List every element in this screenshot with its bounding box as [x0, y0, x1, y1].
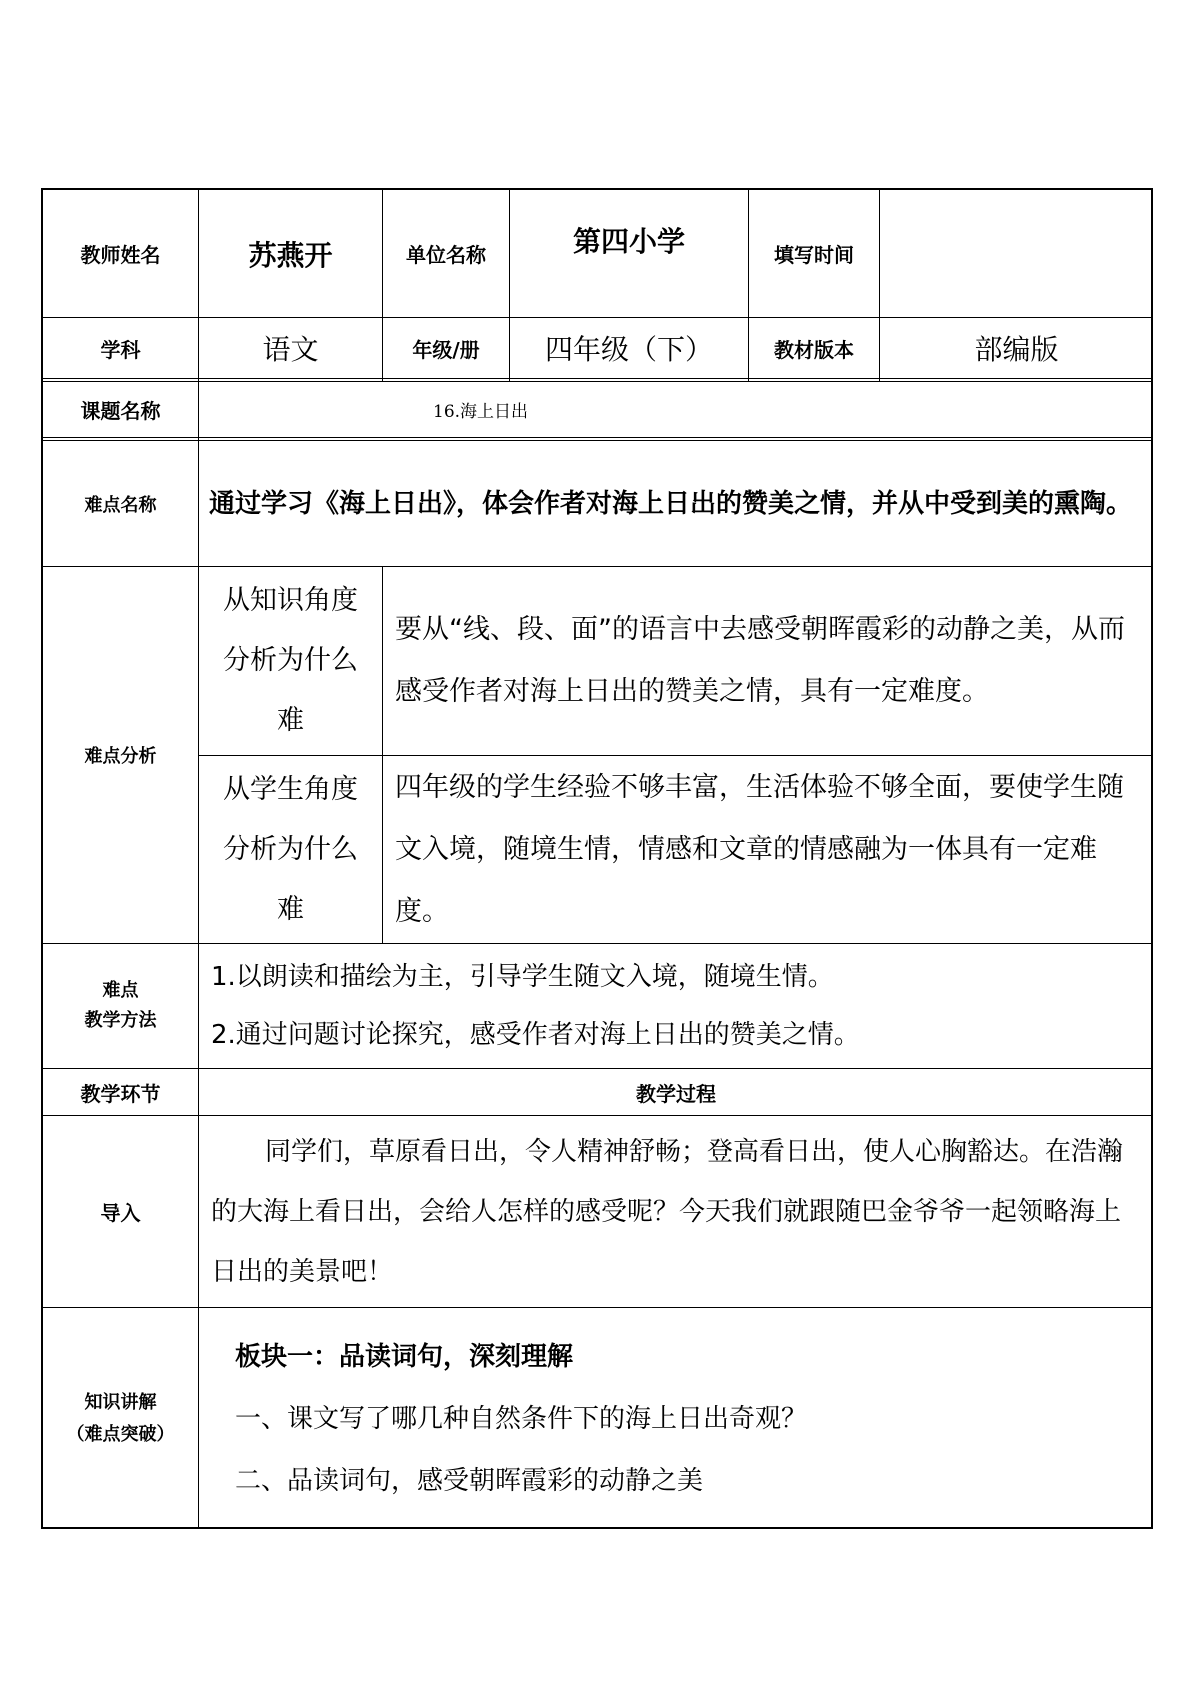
- knowledge-angle-line: 分析为什么: [223, 645, 358, 676]
- knowledge-cell: [199, 1308, 1153, 1529]
- student-angle-line: 分析为什么: [223, 833, 358, 865]
- date-value: [880, 190, 1153, 317]
- edition-label: 教材版本: [774, 337, 854, 362]
- edition-value: 部编版: [974, 333, 1059, 366]
- method-item: 2.通过问题讨论探究，感受作者对海上日出的赞美之情。: [211, 1020, 860, 1050]
- process-left-header: 教学环节: [80, 1081, 161, 1106]
- teacher-name: 苏燕开: [248, 238, 333, 272]
- student-angle-label: [199, 756, 382, 943]
- method-label: [43, 944, 198, 1068]
- intro-cell: [199, 1116, 1153, 1307]
- topic-label: 课题名称: [80, 399, 161, 423]
- topic-value: 16.海上日出: [433, 402, 529, 422]
- knowledge-angle-label: [199, 567, 382, 755]
- unit-name: 第四小学: [572, 225, 685, 258]
- method-label-line: 难点: [102, 980, 139, 1001]
- intro-label: 导入: [100, 1201, 141, 1225]
- unit-label: 单位名称: [406, 243, 486, 267]
- lesson-plan-table: [41, 188, 1153, 1529]
- method-label-line: 教学方法: [84, 1010, 157, 1031]
- difficulty-label: 难点名称: [84, 494, 157, 516]
- intro-text: 同学们，草原看日出，令人精神舒畅；登高看日出，使人心胸豁达。在浩瀚的大海上看日出，会给人怎样的感受呢？今天我们就跟随巴金爷爷一起领略海上日出的美景吧！: [211, 1136, 1124, 1287]
- analysis-label: 难点分析: [84, 746, 157, 767]
- knowledge-item: 一、课文写了哪几种自然条件下的海上日出奇观？: [235, 1403, 808, 1434]
- student-angle-text: 四年级的学生经验不够丰富，生活体验不够全面，要使学生随文入境，随境生情，情感和文章的情感融为一体具有一定难度。: [395, 771, 1124, 927]
- student-angle-line: 从学生角度: [223, 773, 358, 805]
- method-item: 1.以朗读和描绘为主，引导学生随文入境，随境生情。: [211, 962, 834, 992]
- process-right-header: 教学过程: [636, 1081, 716, 1106]
- difficulty-cell: [199, 441, 1153, 566]
- grade-value: 四年级（下）: [544, 333, 713, 366]
- knowledge-angle-line: 难: [277, 705, 304, 736]
- knowledge-label: [43, 1308, 198, 1529]
- knowledge-angle-cell: [383, 567, 1153, 755]
- knowledge-heading: 板块一：品读词句，深刻理解: [235, 1341, 574, 1372]
- knowledge-item: 二、品读词句，感受朝晖霞彩的动静之美: [235, 1465, 704, 1496]
- subject-value: 语文: [262, 333, 319, 366]
- method-cell: [199, 944, 1153, 1068]
- grade-label: 年级/册: [412, 337, 480, 362]
- knowledge-label-line: （难点突破）: [66, 1423, 175, 1445]
- subject-label: 学科: [100, 337, 141, 362]
- knowledge-angle-text: 要从“线、段、面”的语言中去感受朝晖霞彩的动静之美，从而感受作者对海上日出的赞美之情，具有一定难度。: [395, 614, 1125, 707]
- student-angle-line: 难: [277, 893, 304, 925]
- knowledge-label-line: 知识讲解: [84, 1391, 157, 1413]
- student-angle-cell: [383, 756, 1153, 943]
- knowledge-angle-line: 从知识角度: [223, 585, 358, 616]
- teacher-label: 教师姓名: [80, 243, 161, 267]
- difficulty-text: 通过学习《海上日出》，体会作者对海上日出的赞美之情，并从中受到美的熏陶。: [209, 488, 1133, 519]
- date-label: 填写时间: [774, 243, 854, 267]
